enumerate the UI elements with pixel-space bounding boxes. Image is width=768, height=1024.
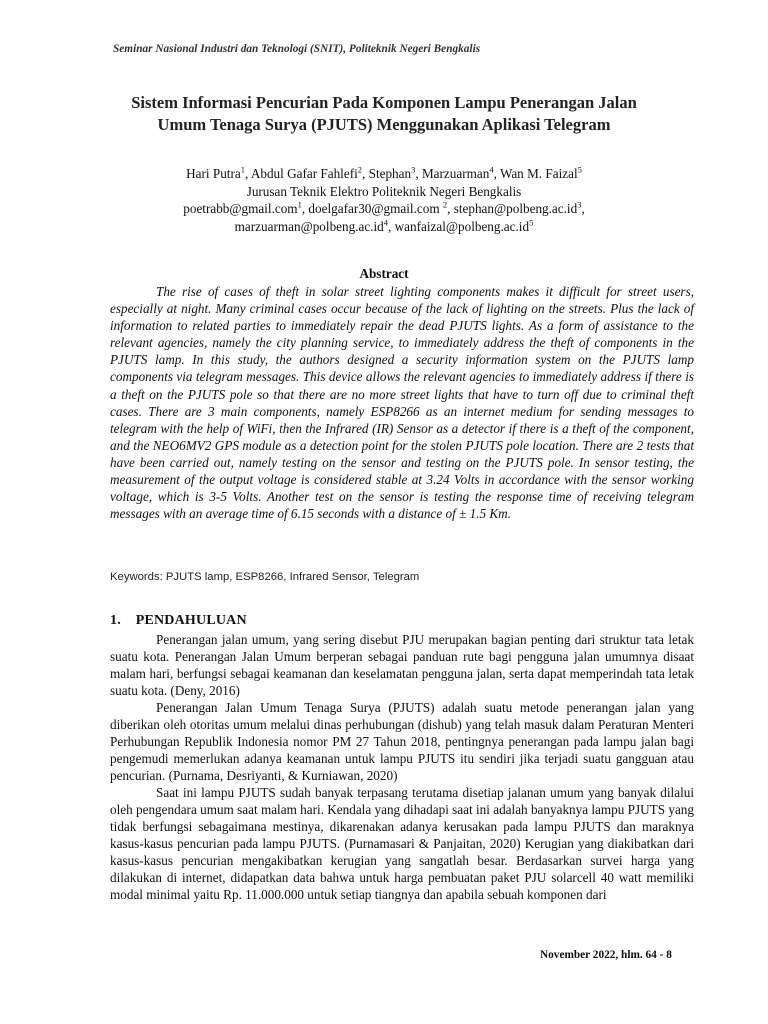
- email: marzuarman@polbeng.ac.id: [234, 218, 384, 234]
- running-header: Seminar Nasional Industri dan Teknologi (SNIT), Politeknik Negeri Bengkalis: [113, 43, 481, 55]
- author-name: Stephan: [368, 166, 412, 181]
- paragraph: Penerangan Jalan Umum Tenaga Surya (PJUTS) adalah suatu metode penerangan jalan yang diberikan oleh otoritas umum melalui dinas perhubungan (dishub) yang telah masuk dalam Peraturan Menteri Perhubungan Republik Indonesia nomor PM 27 Tahun 2018, pentingnya penerangan pada lampu jalan bagi pengemudi memerlukan adanya keamanan untuk lampu PJUTS itu sendiri jika terjadi suatu gangguan atau pencurian. (Purnama, Desriyanti, & Kurniawan, 2020): [110, 700, 694, 783]
- paragraph: Saat ini lampu PJUTS sudah banyak terpasang terutama disetiap jalanan umum yang banyak dilalui oleh pengendara umum saat malam hari. Kendala yang dihadapi saat ini adalah banyaknya lampu PJUTS yang tidak berfungsi sebagaimana mestinya, dikarenakan adanya kerusakan pada lampu PJUTS dan maraknya kasus-kasus pencurian pada lampu PJUTS. (Purnamasari & Panjaitan, 2020) Kerugian yang diakibatkan dari kasus-kasus pencurian mengakibatkan kerugian yang sangatlah besar. Berdasarkan survei harga yang dilakukan di internet, didapatkan data bahwa untuk harga pembuatan paket PJU solarcell 40 watt memiliki modal minimal yaitu Rp. 11.000.000 untuk setiap tiangnya dan apabila sebuah komponen dari: [110, 785, 694, 902]
- section-body: [110, 631, 694, 903]
- author-name: Hari Putra: [186, 166, 241, 181]
- email: poetrabb@gmail.com: [183, 201, 298, 216]
- title-line-1: Sistem Informasi Pencurian Pada Komponen Lampu Penerangan Jalan: [131, 93, 637, 112]
- paragraph: Penerangan jalan umum, yang sering disebut PJU merupakan bagian penting dari struktur tata letak suatu kota. Penerangan Jalan Umum berperan sebagai panduan rute bagi pengguna jalan umumnya disaat malam hari, berfungsi sebagai keamanan dan keselamatan pengguna jalan, serta dapat memperindah tata letak suatu kota. (Deny, 2016): [110, 632, 694, 698]
- keywords: Keywords: PJUTS lamp, ESP8266, Infrared Sensor, Telegram: [110, 571, 420, 583]
- author-names: Hari Putra$^1$, Abdul Gafar Fahlefi$^2$, Stephan$^3$, Marzuarman$^4$, Wan M. Faizal$^5$: [186, 164, 582, 181]
- author-name: Wan M. Faizal: [499, 166, 578, 181]
- section-number: 1.: [110, 613, 121, 628]
- section-heading: [110, 613, 247, 629]
- author-emails-1: poetrabb@gmail.com$^1$, doelgafar30@gmail.com $^2$, $stephan@polbeng.ac.id^3$,: [183, 199, 585, 216]
- paper-title: [100, 92, 668, 136]
- author-block: [100, 165, 668, 235]
- abstract-text: The rise of cases of theft in solar street lighting components makes it difficult for street users, especially at night. Many criminal cases occur because of the lack of lighting on the streets. Plus the lack of information to related parties to immediately repair the dead PJUTS lights. As a form of assistance to the relevant agencies, namely the city planning service, to immediately address the theft of components in the PJUTS lamp. In this study, the authors designed a security information system on the PJUTS lamp components via telegram messages. This device allows the relevant agencies to immediately address if there is a theft on the PJUTS pole so that there are no more street lights that have to turn off due to criminal theft cases. There are 3 main components, namely ESP8266 as an internet medium for sending messages to telegram with the help of WiFi, then the Infrared (IR) Sensor as a detector if there is a theft of the component, and the NEO6MV2 GPS module as a detection point for the stolen PJUTS pole location. There are 2 tests that have been carried out, namely testing on the sensor and testing on the PJUTS pole. In sensor testing, the measurement of the output voltage is considered stable at 3.24 Volts in accordance with the sensor working voltage, which is 3-5 Volts. Another test on the sensor is testing the response time of receiving telegram messages with an average time of 6.15 seconds with a distance of ± 1.5 Km.: [110, 284, 694, 522]
- email: doelgafar30@gmail.com: [308, 201, 443, 216]
- abstract-heading: Abstract: [359, 266, 409, 281]
- section-title: PENDAHULUAN: [135, 613, 247, 628]
- affiliation: Jurusan Teknik Elektro Politeknik Negeri Bengkalis: [246, 183, 522, 199]
- email: wanfaizal@polbeng.ac.id: [394, 218, 530, 234]
- page-footer: November 2022, hlm. 64 - 8: [540, 949, 672, 961]
- email: stephan@polbeng.ac.id: [453, 201, 578, 216]
- author-emails-2: $marzuarman@polbeng.ac.id^4$, $wanfaizal@polbeng.ac.id^5$: [234, 217, 534, 234]
- title-line-2: Umum Tenaga Surya (PJUTS) Menggunakan Aplikasi Telegram: [157, 115, 611, 134]
- author-name: Marzuarman: [421, 166, 490, 181]
- author-name: Abdul Gafar Fahlefi: [250, 166, 358, 181]
